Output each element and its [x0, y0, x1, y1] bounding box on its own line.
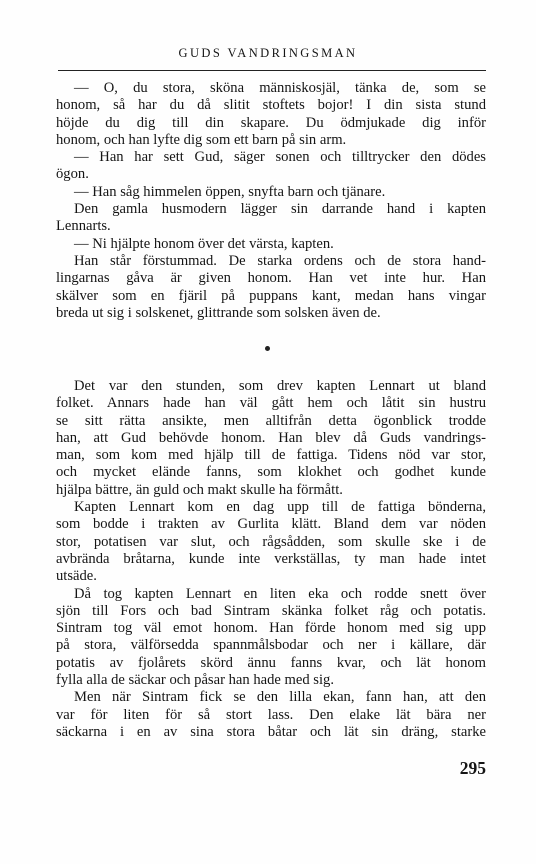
text-line: Men när Sintram fick se den lilla ekan, fann han, att den [74, 689, 486, 706]
header-rule [58, 70, 486, 71]
text-line: och mycket elände fanns, som klokhet och godhet kunde [56, 464, 486, 481]
text-line: sjön till Fors och bad Sintram skänka folket råg och potatis. [56, 602, 486, 619]
text-line: hjälpa bättre, än guld och makt skulle ha förmått. [56, 481, 343, 498]
section-separator [265, 346, 270, 351]
text-section-2 [56, 378, 486, 741]
page-number: 295 [459, 758, 486, 778]
text-line: höjde du dig till din skapare. Du ödmjukade dig inför [56, 114, 486, 131]
text-line: breda ut sig i solskenet, glittrande som solsken även de. [56, 304, 381, 321]
text-line: folket. Annars hade han väl gått hem och låtit sin hustru [56, 395, 486, 412]
text-line: utsäde. [56, 568, 97, 585]
text-section-1 [56, 80, 486, 322]
text-line: avbrända bråtarna, kunde inte verkställas, ty man hade intet [56, 550, 486, 567]
text-line: se sitt rätta ansikte, men alltifrån detta ögonblick trodde [56, 412, 486, 429]
text-line: honom, så har du då slitit stoftets bojor! I din sista stund [56, 97, 486, 114]
text-line: fylla alla de säckar och påsar han hade med sig. [56, 672, 334, 689]
text-line: som bodde i trakten av Gurlita klätt. Bland dem var nöden [56, 516, 486, 533]
text-line: honom, och han lyfte dig som ett barn på sin arm. [56, 131, 347, 148]
text-line: Den gamla husmodern lägger sin darrande hand i kapten [74, 201, 486, 218]
text-line: Det var den stunden, som drev kapten Lennart ut bland [74, 378, 486, 394]
text-line: han, att Gud behövde honom. Han blev då Guds vandrings- [56, 429, 486, 446]
text-line: Sintram tog väl emot honom. Han förde honom med sig upp [56, 620, 486, 637]
text-line: stor, potatisen var slut, och rågsådden, som skulle ske i de [56, 533, 486, 550]
text-line: var för liten för så stort lass. Den elake lät bära ner [56, 706, 486, 723]
running-header: GUDS VANDRINGSMAN [178, 46, 358, 60]
text-line: man, som kom med hjälp till de fattiga. Tidens nöd var stor, [56, 447, 486, 464]
text-line: potatis av fjolårets skörd ännu fanns kvar, och lät honom [56, 654, 486, 671]
text-line: — Ni hjälpte honom över det värsta, kapten. [74, 235, 334, 252]
text-line: — O, du stora, sköna människosjäl, tänka de, som se [74, 80, 486, 96]
text-line: Lennarts. [56, 218, 111, 235]
text-line: Kapten Lennart kom en dag upp till de fattiga bönderna, [74, 499, 486, 516]
text-line: på stora, välförsedda spannmålsbodar och ner i källare, där [56, 637, 486, 654]
text-line: Då tog kapten Lennart en liten eka och rodde snett över [74, 585, 486, 602]
text-line: — Han har sett Gud, säger sonen och tilltrycker den dödes [74, 149, 486, 166]
text-line: ögon. [56, 166, 89, 183]
text-line: — Han såg himmelen öppen, snyfta barn och tjänare. [74, 183, 386, 200]
text-line: lingarnas gåva är given honom. Han vet inte hur. Han [56, 270, 486, 287]
text-line: säckarna i en av sina stora båtar och lät sin dräng, starke [56, 723, 486, 740]
text-line: skälver som en fjäril på puppans kant, medan hans vingar [56, 287, 486, 304]
text-line: Han står förstummad. De starka ordens och de stora hand- [74, 252, 486, 269]
